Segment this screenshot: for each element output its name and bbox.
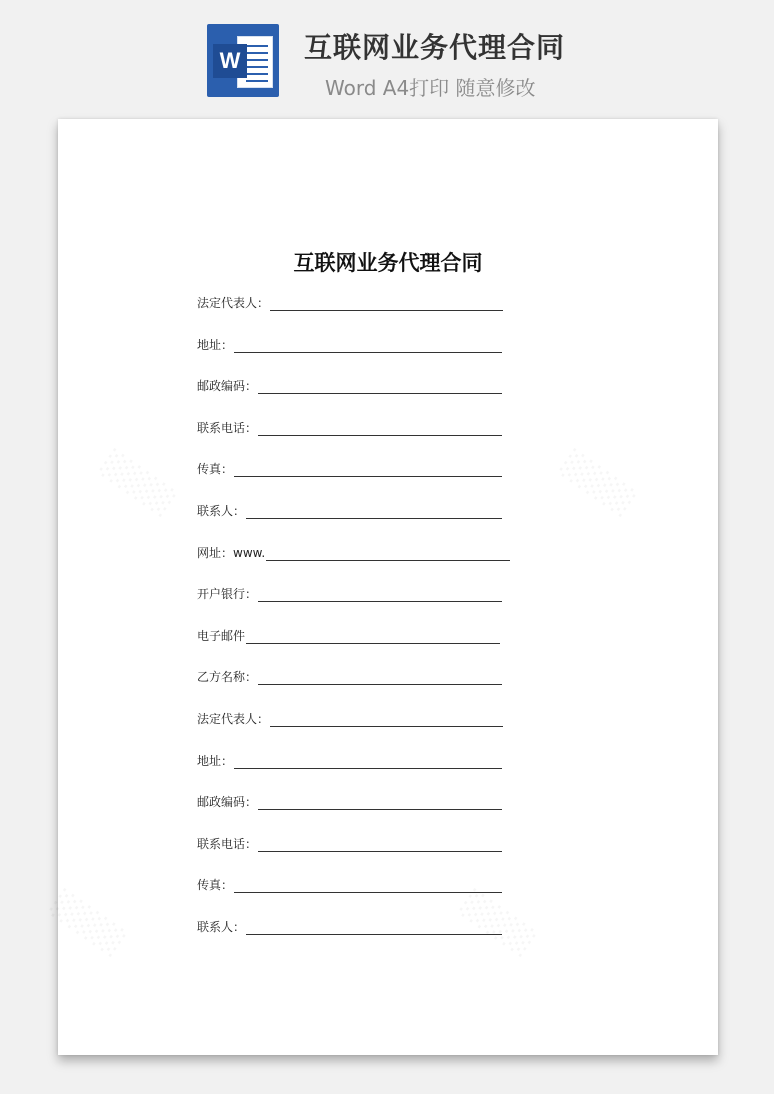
field-label: 网址：www. [197,546,266,560]
field-label: 传真： [197,462,234,476]
field-blank-line[interactable] [258,379,502,394]
field-label: 联系人： [197,504,246,518]
watermark [47,889,130,959]
form-field-row [197,832,502,852]
form-field-row [197,873,502,893]
form-field-row [197,707,503,727]
form-field-row [197,665,502,685]
field-blank-line[interactable] [246,920,502,935]
form-field-row [197,624,500,644]
field-blank-line[interactable] [258,670,502,685]
field-label: 电子邮件 [197,629,246,643]
form-field-row [197,416,502,436]
form-field-row [197,457,502,477]
field-blank-line[interactable] [246,504,502,519]
field-blank-line[interactable] [234,338,502,353]
word-document-icon [207,24,279,97]
form-field-row [197,915,502,935]
field-blank-line[interactable] [258,421,502,436]
document-title: 互联网业务代理合同 [293,251,483,275]
field-label: 邮政编码： [197,795,258,809]
field-blank-line[interactable] [234,462,502,477]
form-field-row [197,541,510,561]
field-blank-line[interactable] [234,878,502,893]
header [0,0,774,110]
field-blank-line[interactable] [234,754,502,769]
form-field-row [197,790,502,810]
field-label: 联系人： [197,920,246,934]
watermark [97,449,180,519]
field-label: 联系电话： [197,421,258,435]
form-field-row [197,374,502,394]
header-title: 互联网业务代理合同 [304,31,566,64]
document-page [58,119,718,1055]
field-blank-line[interactable] [258,837,502,852]
form-field-row [197,749,502,769]
field-label: 开户银行： [197,587,258,601]
watermark [557,449,640,519]
field-label: 地址： [197,338,234,352]
field-blank-line[interactable] [258,587,502,602]
word-letter-badge: W [213,44,247,78]
form-field-row [197,333,502,353]
form-field-row [197,291,503,311]
field-label: 地址： [197,754,234,768]
field-label: 法定代表人： [197,296,270,310]
field-label: 法定代表人： [197,712,270,726]
field-blank-line[interactable] [270,712,503,727]
header-subtitle: Word A4打印 随意修改 [325,76,536,100]
field-blank-line[interactable] [266,546,510,561]
form-field-row [197,499,502,519]
field-blank-line[interactable] [258,795,502,810]
field-label: 乙方名称： [197,670,258,684]
field-label: 传真： [197,878,234,892]
field-label: 联系电话： [197,837,258,851]
field-blank-line[interactable] [270,296,503,311]
field-blank-line[interactable] [246,629,500,644]
form-field-row [197,582,502,602]
field-label: 邮政编码： [197,379,258,393]
